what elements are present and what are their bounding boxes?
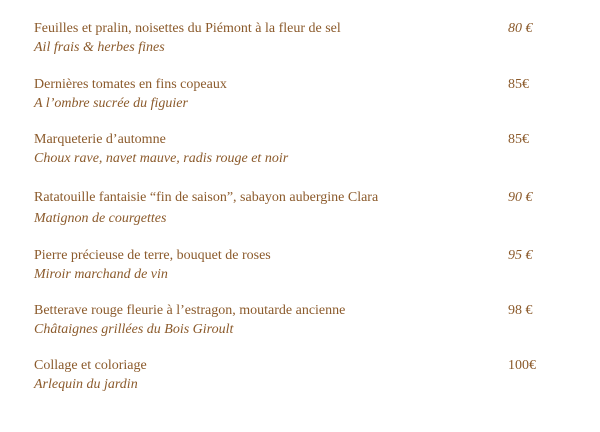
dish-name: Pierre précieuse de terre, bouquet de roses [34,248,271,263]
dish-price: 85€ [508,77,529,92]
dish-name: Ratatouille fantaisie “fin de saison”, sabayon aubergine Clara [34,190,379,205]
menu-item [34,189,574,233]
menu-item [34,20,574,64]
menu-item [34,357,574,401]
dish-description: Miroir marchand de vin [34,267,168,282]
dish-price: 90 € [508,190,533,205]
dish-name: Feuilles et pralin, noisettes du Piémont à la fleur de sel [34,21,341,36]
dish-price: 95 € [508,248,533,263]
menu-item [34,302,574,346]
dish-name: Dernières tomates en fins copeaux [34,77,227,92]
dish-name: Marqueterie d’automne [34,132,166,147]
dish-description: Ail frais & herbes fines [34,40,165,55]
dish-price: 100€ [508,358,536,373]
dish-name: Collage et coloriage [34,358,147,373]
dish-price: 98 € [508,303,533,318]
dish-description: Matignon de courgettes [34,211,167,226]
menu-item [34,247,574,291]
menu-item [34,131,574,175]
dish-description: Arlequin du jardin [34,377,138,392]
dish-description: Choux rave, navet mauve, radis rouge et noir [34,151,289,166]
dish-price: 85€ [508,132,529,147]
dish-price: 80 € [508,21,533,36]
dish-description: Châtaignes grillées du Bois Giroult [34,322,234,337]
dish-name: Betterave rouge fleurie à l’estragon, moutarde ancienne [34,303,346,318]
dish-description: A l’ombre sucrée du figuier [34,96,188,111]
menu-item [34,76,574,120]
